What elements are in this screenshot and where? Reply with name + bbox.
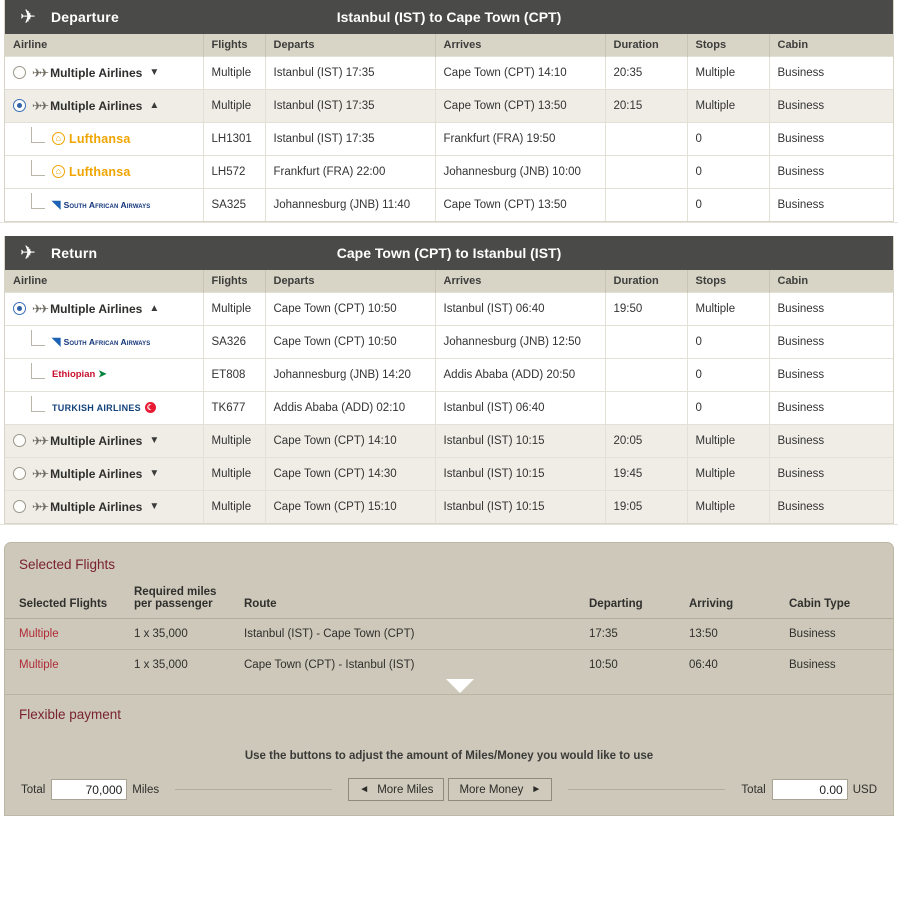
col-route: Route <box>230 582 575 619</box>
segment-stops: 0 <box>687 391 769 424</box>
segment-cabin: Business <box>769 155 893 188</box>
selected-flights-table <box>5 582 893 680</box>
col-stops: Stops <box>687 34 769 56</box>
selected-flight-cabin: Business <box>775 619 893 650</box>
cabin-cell: Business <box>769 457 893 490</box>
segment-duration <box>605 155 687 188</box>
selected-flight-name[interactable]: Multiple <box>5 619 120 650</box>
stops-cell: Multiple <box>687 457 769 490</box>
tree-line-icon <box>31 396 45 412</box>
departure-section-label: Departure <box>51 9 119 25</box>
segment-airline-cell <box>5 358 203 391</box>
arrives-cell: Istanbul (IST) 10:15 <box>435 490 605 523</box>
airline-name: Multiple Airlines <box>50 466 143 481</box>
multi-airline-icon: ✈✈ <box>32 98 47 113</box>
cabin-cell: Business <box>769 292 893 325</box>
multi-airline-icon: ✈✈ <box>32 65 47 80</box>
table-row[interactable] <box>5 292 893 325</box>
right-rule <box>568 789 725 790</box>
segment-arrives: Istanbul (IST) 06:40 <box>435 391 605 424</box>
segment-row <box>5 358 893 391</box>
duration-cell: 20:15 <box>605 89 687 122</box>
duration-cell: 19:05 <box>605 490 687 523</box>
segment-flights: ET808 <box>203 358 265 391</box>
cabin-cell: Business <box>769 56 893 89</box>
selected-flights-header-row <box>5 582 893 619</box>
departs-cell: Istanbul (IST) 17:35 <box>265 56 435 89</box>
segment-stops: 0 <box>687 122 769 155</box>
chevron-down-icon[interactable]: ▼ <box>149 467 160 479</box>
selected-flight-arriving: 13:50 <box>675 619 775 650</box>
flexible-payment-help: Use the buttons to adjust the amount of Miles/Money you would like to use <box>244 750 654 762</box>
col-cabin: Cabin <box>769 34 893 56</box>
return-header <box>5 236 893 270</box>
col-cabin-type: Cabin Type <box>775 582 893 619</box>
money-input[interactable] <box>772 779 848 800</box>
segment-airline-cell <box>5 325 203 358</box>
arrives-cell: Istanbul (IST) 06:40 <box>435 292 605 325</box>
selected-flight-departing: 10:50 <box>589 659 618 671</box>
segment-airline-cell <box>5 391 203 424</box>
flights-cell: Multiple <box>203 424 265 457</box>
stops-cell: Multiple <box>687 89 769 122</box>
selected-flight-miles: 1 x 35,000 <box>120 619 230 650</box>
flights-cell: Multiple <box>203 490 265 523</box>
segment-departs: Istanbul (IST) 17:35 <box>265 122 435 155</box>
segment-cabin: Business <box>769 122 893 155</box>
south-african-airways-logo-icon: ◥ South African Airways <box>52 199 151 212</box>
multi-airline-icon: ✈✈ <box>32 433 47 448</box>
lufthansa-logo-icon: ⌂ Lufthansa <box>52 131 131 147</box>
flights-cell: Multiple <box>203 56 265 89</box>
arrives-cell: Cape Town (CPT) 14:10 <box>435 56 605 89</box>
flights-cell: Multiple <box>203 457 265 490</box>
more-miles-label: More Miles <box>377 783 434 796</box>
miles-unit-label: Miles <box>132 783 160 796</box>
left-rule <box>175 789 332 790</box>
duration-cell: 19:50 <box>605 292 687 325</box>
col-required-miles: Required miles per passenger <box>120 582 230 619</box>
chevron-down-icon[interactable]: ▼ <box>149 500 160 512</box>
chevron-up-icon[interactable]: ▲ <box>149 302 160 314</box>
duration-cell: 20:35 <box>605 56 687 89</box>
airline-cell[interactable] <box>5 56 203 89</box>
table-row[interactable] <box>5 424 893 457</box>
segment-departs: Johannesburg (JNB) 14:20 <box>265 358 435 391</box>
return-panel <box>4 236 894 524</box>
chevron-up-icon[interactable]: ▲ <box>149 99 160 111</box>
airline-cell[interactable] <box>5 424 203 457</box>
arrives-cell: Istanbul (IST) 10:15 <box>435 457 605 490</box>
panel-divider <box>0 524 898 528</box>
notch-divider <box>5 680 893 694</box>
arrives-cell: Cape Town (CPT) 13:50 <box>435 89 605 122</box>
list-item <box>5 650 893 681</box>
airline-name: Multiple Airlines <box>50 98 143 113</box>
segment-row <box>5 155 893 188</box>
flight-radio[interactable] <box>13 434 26 447</box>
south-african-airways-logo-icon: ◥ South African Airways <box>52 336 151 348</box>
selected-flights-panel <box>4 542 894 816</box>
selected-flight-route: Cape Town (CPT) - Istanbul (IST) <box>244 659 415 671</box>
segment-duration <box>605 391 687 424</box>
segment-arrives: Addis Ababa (ADD) 20:50 <box>435 358 605 391</box>
money-total-label: Total <box>741 783 766 796</box>
airplane-icon: ✈ <box>20 242 36 264</box>
segment-departs: Frankfurt (FRA) 22:00 <box>265 155 435 188</box>
segment-duration <box>605 122 687 155</box>
multi-airline-icon: ✈✈ <box>32 466 47 481</box>
col-arriving: Arriving <box>675 582 775 619</box>
airline-name: Multiple Airlines <box>50 499 143 514</box>
segment-arrives: Cape Town (CPT) 13:50 <box>435 188 605 221</box>
segment-arrives: Frankfurt (FRA) 19:50 <box>435 122 605 155</box>
arrives-cell: Istanbul (IST) 10:15 <box>435 424 605 457</box>
flight-radio[interactable] <box>13 66 26 79</box>
flights-cell: Multiple <box>203 89 265 122</box>
segment-flights: SA325 <box>203 188 265 221</box>
table-row[interactable] <box>5 89 893 122</box>
col-departs: Departs <box>265 270 435 292</box>
selected-flights-title: Selected Flights <box>19 557 116 572</box>
multi-airline-icon: ✈✈ <box>32 301 47 316</box>
duration-cell: 20:05 <box>605 424 687 457</box>
departure-route-title: Istanbul (IST) to Cape Town (CPT) <box>336 9 562 25</box>
selected-flight-arriving: 06:40 <box>689 659 718 671</box>
segment-stops: 0 <box>687 325 769 358</box>
flight-radio[interactable] <box>13 500 26 513</box>
flight-radio-selected[interactable] <box>13 99 26 112</box>
payment-controls-row <box>5 778 893 815</box>
segment-stops: 0 <box>687 188 769 221</box>
selected-flight-name[interactable]: Multiple <box>19 659 59 671</box>
arrow-right-icon: ► <box>531 784 542 795</box>
table-row[interactable] <box>5 490 893 523</box>
segment-duration <box>605 188 687 221</box>
departure-header <box>5 0 893 34</box>
flight-radio[interactable] <box>13 467 26 480</box>
stops-cell: Multiple <box>687 490 769 523</box>
col-selected-flights: Selected Flights <box>5 582 120 619</box>
col-flights: Flights <box>203 34 265 56</box>
tree-line-icon <box>31 160 45 176</box>
departure-panel <box>4 0 894 222</box>
segment-row <box>5 391 893 424</box>
more-miles-button[interactable] <box>348 778 444 801</box>
miles-total-label: Total <box>21 783 46 796</box>
airplane-icon: ✈ <box>20 6 36 28</box>
return-table <box>5 270 893 523</box>
col-flights: Flights <box>203 270 265 292</box>
segment-airline-cell <box>5 122 203 155</box>
col-airline: Airline <box>5 34 203 56</box>
col-departing: Departing <box>575 582 675 619</box>
segment-row <box>5 122 893 155</box>
return-route-title: Cape Town (CPT) to Istanbul (IST) <box>336 245 562 261</box>
segment-flights: SA326 <box>203 325 265 358</box>
col-departs: Departs <box>265 34 435 56</box>
segment-flights: TK677 <box>203 391 265 424</box>
segment-departs: Addis Ababa (ADD) 02:10 <box>265 391 435 424</box>
selected-flight-departing: 17:35 <box>575 619 675 650</box>
stops-cell: Multiple <box>687 56 769 89</box>
lufthansa-logo-icon: ⌂ Lufthansa <box>52 164 131 180</box>
segment-airline-cell <box>5 188 203 221</box>
segment-row <box>5 188 893 221</box>
miles-input[interactable] <box>51 779 127 800</box>
airline-name: Multiple Airlines <box>50 301 143 316</box>
ethiopian-airlines-logo-icon: Ethiopian ➤ <box>52 369 107 380</box>
selected-flight-miles: 1 x 35,000 <box>134 659 188 671</box>
segment-cabin: Business <box>769 358 893 391</box>
col-arrives: Arrives <box>435 34 605 56</box>
airline-cell[interactable] <box>5 490 203 523</box>
chevron-down-icon[interactable]: ▼ <box>149 66 160 78</box>
stops-cell: Multiple <box>687 424 769 457</box>
departs-cell: Istanbul (IST) 17:35 <box>265 89 435 122</box>
more-money-button[interactable] <box>448 778 552 801</box>
table-row[interactable] <box>5 457 893 490</box>
cabin-cell: Business <box>769 89 893 122</box>
segment-flights: LH1301 <box>203 122 265 155</box>
arrow-left-icon: ◄ <box>359 784 370 795</box>
col-airline: Airline <box>5 270 203 292</box>
segment-stops: 0 <box>687 358 769 391</box>
selected-flight-cabin: Business <box>789 659 836 671</box>
cabin-cell: Business <box>769 490 893 523</box>
segment-row <box>5 325 893 358</box>
money-unit-label: USD <box>852 783 877 796</box>
return-section-label: Return <box>51 245 98 261</box>
segment-departs: Johannesburg (JNB) 11:40 <box>265 188 435 221</box>
segment-duration <box>605 325 687 358</box>
triangle-icon <box>446 679 474 693</box>
segment-cabin: Business <box>769 325 893 358</box>
table-row[interactable] <box>5 56 893 89</box>
col-duration: Duration <box>605 34 687 56</box>
col-duration: Duration <box>605 270 687 292</box>
segment-arrives: Johannesburg (JNB) 10:00 <box>435 155 605 188</box>
departs-cell: Cape Town (CPT) 14:30 <box>265 457 435 490</box>
flexible-payment-title: Flexible payment <box>19 707 122 722</box>
departure-table-header-row <box>5 34 893 56</box>
segment-flights: LH572 <box>203 155 265 188</box>
segment-arrives: Johannesburg (JNB) 12:50 <box>435 325 605 358</box>
segment-stops: 0 <box>687 155 769 188</box>
airline-cell[interactable] <box>5 89 203 122</box>
cabin-cell: Business <box>769 424 893 457</box>
selected-flight-route: Istanbul (IST) - Cape Town (CPT) <box>230 619 575 650</box>
segment-airline-cell <box>5 155 203 188</box>
flights-cell: Multiple <box>203 292 265 325</box>
airline-cell[interactable] <box>5 457 203 490</box>
stops-cell: Multiple <box>687 292 769 325</box>
tree-line-icon <box>31 127 45 143</box>
tree-line-icon <box>31 330 45 346</box>
airline-name: Multiple Airlines <box>50 433 143 448</box>
segment-duration <box>605 358 687 391</box>
departure-table <box>5 34 893 221</box>
tree-line-icon <box>31 193 45 209</box>
multi-airline-icon: ✈✈ <box>32 499 47 514</box>
airline-cell[interactable] <box>5 292 203 325</box>
airline-name: Multiple Airlines <box>50 65 143 80</box>
duration-cell: 19:45 <box>605 457 687 490</box>
departs-cell: Cape Town (CPT) 10:50 <box>265 292 435 325</box>
departs-cell: Cape Town (CPT) 14:10 <box>265 424 435 457</box>
col-stops: Stops <box>687 270 769 292</box>
col-cabin: Cabin <box>769 270 893 292</box>
chevron-down-icon[interactable]: ▼ <box>149 434 160 446</box>
departs-cell: Cape Town (CPT) 15:10 <box>265 490 435 523</box>
list-item <box>5 619 893 650</box>
segment-cabin: Business <box>769 391 893 424</box>
col-arrives: Arrives <box>435 270 605 292</box>
return-table-header-row <box>5 270 893 292</box>
turkish-airlines-logo-icon: TURKISH AIRLINES ☾ <box>52 402 155 413</box>
flight-radio-selected[interactable] <box>13 302 26 315</box>
more-money-label: More Money <box>459 783 524 796</box>
segment-cabin: Business <box>769 188 893 221</box>
flexible-payment-section <box>5 694 893 815</box>
segment-departs: Cape Town (CPT) 10:50 <box>265 325 435 358</box>
tree-line-icon <box>31 363 45 379</box>
section-gap <box>0 226 898 236</box>
